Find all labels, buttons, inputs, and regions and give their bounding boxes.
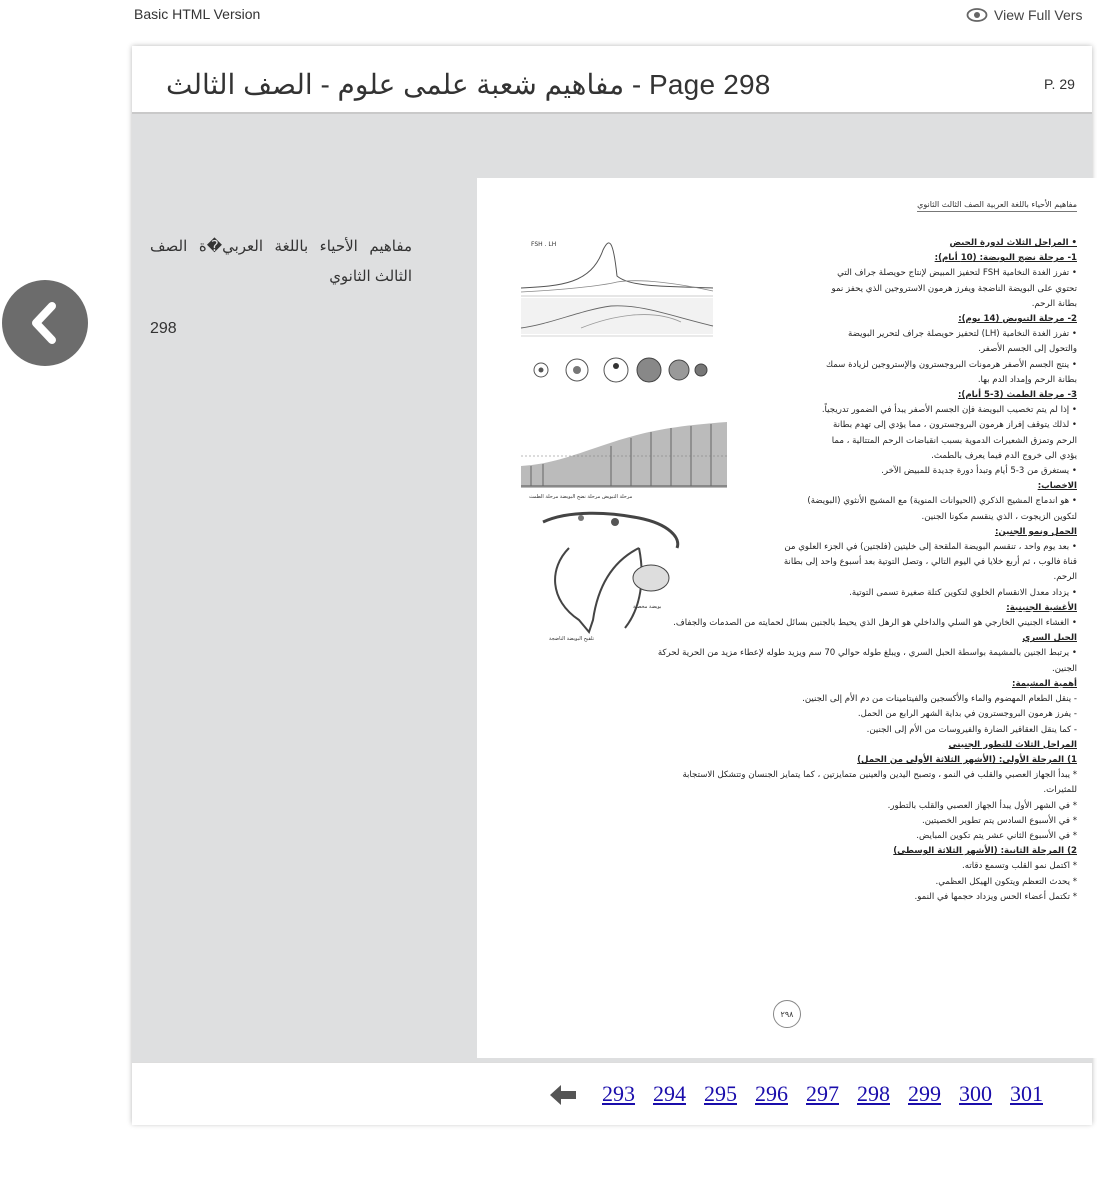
document-line: 1- مرحلة نضج البويضة: (10 أيام): [934,253,1077,264]
document-line: - ينقل الطعام المهضوم والماء والأكسجين والفيتامينات من دم الأم إلى الجنين. [802,694,1077,705]
document-page-number: ٢٩٨ [773,1000,801,1028]
page-links [602,1081,1043,1107]
document-line: 1) المرحلة الأولى: (الأشهر الثلاثة الأولى من الحمل) [857,754,1077,765]
page-navigation [132,1062,1092,1125]
content-area [132,114,1092,1062]
page-link-300[interactable]: 300 [959,1081,992,1106]
document-line: • لذلك يتوقف إفراز هرمون البروجسترون ، مما يؤدي إلى تهدم بطانة [833,420,1077,431]
view-full-label: View Full Vers [994,7,1083,23]
page-link-297[interactable]: 297 [806,1081,839,1106]
document-line: * اكتمل نمو القلب وتسمع دقاته. [962,861,1077,872]
chevron-left-icon [22,300,68,346]
document-line: تحتوي على البويضة الناضجة ويفرز هرمون الاستروجين الذي يحفز نمو [831,283,1077,294]
page-link-299[interactable]: 299 [908,1081,941,1106]
document-line: • هو اندماج المشيج الذكري (الحيوانات المنوية) مع المشيج الأنثوي (البويضة) [807,496,1077,507]
document-line: • تفرز الغدة النخامية FSH لتحفيز المبيض لإنتاج حويصلة جراف التي [837,268,1077,279]
document-line: * يبدأ الجهاز العصبي والقلب في النمو ، وتصبح اليدين والعينين متمايزتين ، كما يتمايز الجنسان وتتشكل الاستجابة [682,770,1077,781]
document-line: والتحول إلى الجسم الأصفر. [978,344,1077,355]
document-line: • يزداد معدل الانقسام الخلوي لتكوين كتلة صغيرة تسمى التوتية. [849,587,1077,598]
document-body [537,236,1077,905]
document-line: • يستغرق من 3-5 أيام وتبدأ دورة جديدة للمبيض الآخر. [881,466,1077,477]
document-line: • ينتج الجسم الأصفر هرمونات البروجسترون والإستروجين لزيادة سمك [825,359,1077,370]
eye-icon [966,7,988,23]
document-line: * في الشهر الأول يبدأ الجهاز العصبي والقلب بالتطور. [887,800,1077,811]
figure-label-implant: تلقيح البويضة الناضجة [549,636,595,642]
left-arrow-icon[interactable] [550,1085,576,1105]
document-line: الرحم. [1053,572,1077,583]
page-link-294[interactable]: 294 [653,1081,686,1106]
document-line: 2) المرحلة الثانية: (الأشهر الثلاثة الوسطى) [893,846,1077,857]
document-line: - كما ينقل العقاقير الضارة والفيروسات من الأم إلى الجنين. [866,724,1077,735]
page-number-text: 298 [150,320,177,337]
document-line: للمثيرات. [1043,785,1077,796]
document-line: قناة فالوب ، ثم أربع خلايا في اليوم التالي ، وتصل التوتية بعد أسبوع واحد إلى بطانة [783,557,1077,568]
page-link-295[interactable]: 295 [704,1081,737,1106]
page-link-298[interactable]: 298 [857,1081,890,1106]
document-line: • بعد يوم واحد ، تنقسم البويضة الملقحة إلى خليتين (فلجتين) في الجزء العلوي من [784,542,1077,553]
document-line: يؤدي الى خروج الدم فيما يعرف بالطمث. [931,450,1077,461]
document-line: 3- مرحلة الطمث (3-5 أيام): [957,390,1077,401]
page-title: مفاهيم شعبة علمى علوم - الصف الثالث - Page 298 [166,69,771,100]
document-line: • يرتبط الجنين بالمشيمة بواسطة الحبل السري ، ويبلغ طوله حوالي 70 سم ويزيد طوله لإعطاء مزيد من الحرية لحركة [657,648,1077,659]
document-line: الجنين. [1051,663,1077,674]
document-line: • تفرز الغدة النخامية (LH) لتحفيز حويصلة جراف لتحرير البويضة [848,329,1077,340]
flipbook-frame [132,46,1092,1124]
page-short-label: P. 29 [1044,76,1075,92]
svg-text:مرحلة التبويض مرحلة نضج البو: مرحلة التبويض مرحلة نضج البويضة مرحلة الطمث [529,494,633,500]
document-line: بطانة الرحم وإمداد الدم بها. [977,374,1077,385]
page-link-296[interactable]: 296 [755,1081,788,1106]
document-line: أهمية المشيمة: [1012,678,1077,689]
document-line: - يفرز هرمون البروجسترون في بداية الشهر الرابع من الحمل. [857,709,1077,720]
document-line: * تكتمل أعضاء الحس ويزداد حجمها في النمو. [914,891,1077,902]
document-line: الاخصاب: [1037,481,1077,492]
document-line: الحبل السري [1022,633,1077,644]
view-full-version-link[interactable] [966,7,1082,23]
page-link-301[interactable]: 301 [1010,1081,1043,1106]
document-line: • إذا لم يتم تخصيب البويضة فإن الجسم الأصفر يبدأ في الضمور تدريجياً. [821,405,1077,416]
back-button[interactable] [2,280,88,366]
page-link-293[interactable]: 293 [602,1081,635,1106]
document-page-image [477,178,1097,1058]
hormone-label: FSH . LH [531,241,557,248]
document-line: * يحدث التعظم ويتكون الهيكل العظمي. [935,876,1077,887]
document-line: بطانة الرحم. [1031,298,1077,309]
document-line: * في الأسبوع السادس يتم تطوير الخصيتين. [922,815,1077,826]
document-line: المراحل الثلاث للتطور الجنيني [948,739,1077,750]
document-line: الرحم وتمزق الشعيرات الدموية بسبب انقباضات الرحم المتتالية ، مما [831,435,1077,446]
figure-label-egg: بويضة مخصبة [633,604,662,610]
document-header: مفاهيم الأحياء باللغة العربية الصف الثالث الثانوي [917,200,1077,212]
basic-version-label: Basic HTML Version [134,6,261,22]
document-line: • المراحل الثلاث لدورة الحيض [949,238,1077,248]
page-description: مفاهيم الأحياء باللغة العربي�ة الصف الثالث الثانوي [150,238,412,285]
document-line: الأغشية الجنينية: [1006,602,1077,613]
document-line: 2- مرحلة التبويض (14 يوم): [958,314,1077,325]
document-line: • الغشاء الجنيني الخارجي هو السلي والداخلي هو الرهل الذي يحيط بالجنين بسائل لحمايته من الصدمات والجفاف. [673,618,1077,629]
document-line: لتكوين الزيجوت ، الذي ينقسم مكونا الجنين. [921,511,1077,522]
document-line: * في الأسبوع الثاني عشر يتم تكوين المبايض. [916,830,1077,841]
document-line: الحمل ونمو الجنين: [994,526,1077,537]
title-bar [132,46,1092,114]
top-bar [0,0,1083,30]
